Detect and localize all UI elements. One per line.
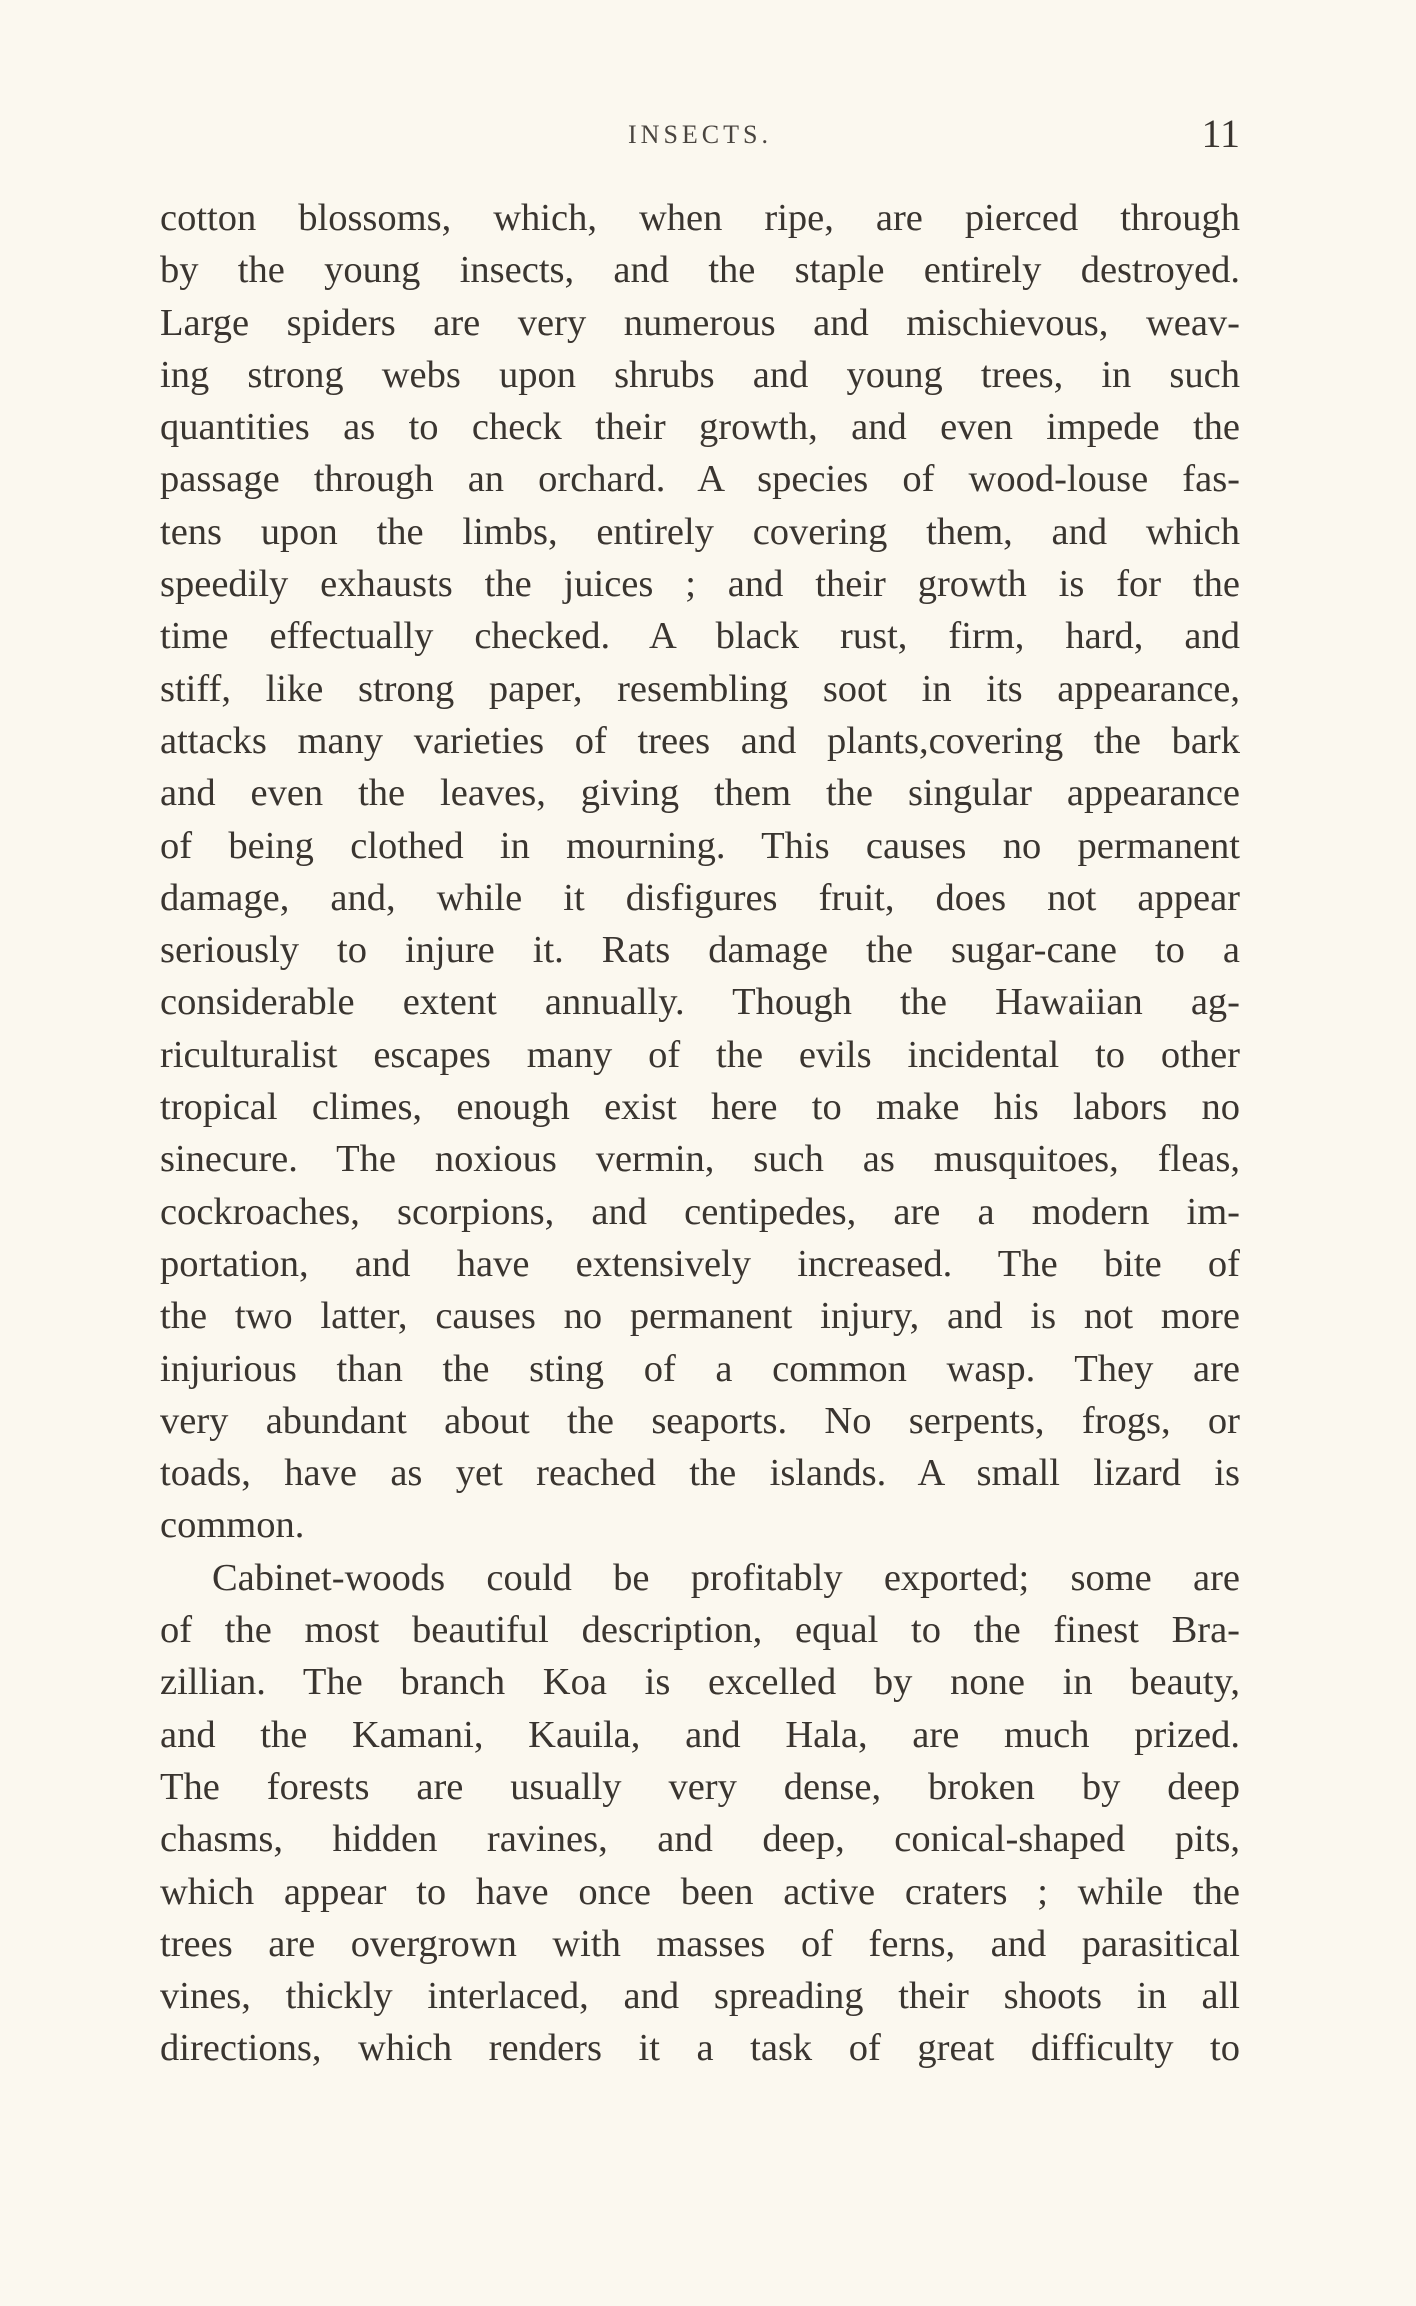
text-line: time effectually checked. A black rust, firm, hard, and	[160, 615, 1240, 658]
text-line: trees are overgrown with masses of ferns, and parasitical	[160, 1922, 1240, 1965]
body-text	[160, 192, 1240, 2075]
text-line: Large spiders are very numerous and mischievous, weav-	[160, 301, 1240, 344]
text-line: cockroaches, scorpions, and centipedes, are a modern im-	[160, 1190, 1240, 1233]
page-number: 11	[1201, 111, 1240, 156]
text-line: by the young insects, and the staple entirely destroyed.	[160, 249, 1240, 292]
text-line: ing strong webs upon shrubs and young trees, in such	[160, 353, 1240, 396]
text-line: very abundant about the seaports. No serpents, frogs, or	[160, 1399, 1240, 1442]
text-line: The forests are usually very dense, broken by deep	[160, 1765, 1240, 1808]
text-line: directions, which renders it a task of great difficulty to	[160, 2027, 1240, 2070]
text-line: passage through an orchard. A species of wood-louse fas-	[160, 458, 1240, 501]
text-line: stiff, like strong paper, resembling soot in its appearance,	[160, 667, 1240, 710]
text-line: damage, and, while it disfigures fruit, does not appear	[160, 876, 1240, 919]
text-line: common.	[160, 1504, 305, 1547]
text-line: which appear to have once been active craters ; while the	[160, 1870, 1240, 1913]
text-line: sinecure. The noxious vermin, such as musquitoes, fleas,	[160, 1138, 1240, 1181]
text-line: cotton blossoms, which, when ripe, are pierced through	[160, 197, 1240, 239]
text-line: vines, thickly interlaced, and spreading their shoots in all	[160, 1975, 1240, 2018]
text-line: Cabinet-woods could be profitably exported; some are	[212, 1556, 1240, 1599]
text-line: the two latter, causes no permanent injury, and is not more	[160, 1295, 1240, 1338]
text-line: considerable extent annually. Though the Hawaiian ag-	[160, 981, 1240, 1024]
running-head	[160, 110, 1240, 170]
text-line: toads, have as yet reached the islands. A small lizard is	[160, 1452, 1240, 1495]
text-line: attacks many varieties of trees and plants,covering the bark	[160, 719, 1240, 762]
text-line: chasms, hidden ravines, and deep, conical-shaped pits,	[160, 1818, 1240, 1861]
text-line: seriously to injure it. Rats damage the sugar-cane to a	[160, 929, 1240, 972]
text-line: tens upon the limbs, entirely covering them, and which	[160, 510, 1240, 553]
text-line: of being clothed in mourning. This causes no permanent	[160, 824, 1240, 867]
text-line: speedily exhausts the juices ; and their growth is for the	[160, 563, 1240, 606]
text-line: injurious than the sting of a common wasp. They are	[160, 1347, 1240, 1390]
text-line: tropical climes, enough exist here to make his labors no	[160, 1086, 1240, 1129]
text-line: zillian. The branch Koa is excelled by none in beauty,	[160, 1661, 1240, 1704]
text-line: riculturalist escapes many of the evils incidental to other	[160, 1033, 1240, 1076]
text-line: and the Kamani, Kauila, and Hala, are much prized.	[160, 1713, 1240, 1756]
text-line: portation, and have extensively increased. The bite of	[160, 1242, 1240, 1285]
text-line: of the most beautiful description, equal to the finest Bra-	[160, 1609, 1240, 1652]
text-line: and even the leaves, giving them the singular appearance	[160, 772, 1240, 815]
running-title: INSECTS.	[628, 120, 772, 149]
text-line: quantities as to check their growth, and even impede the	[160, 406, 1240, 449]
